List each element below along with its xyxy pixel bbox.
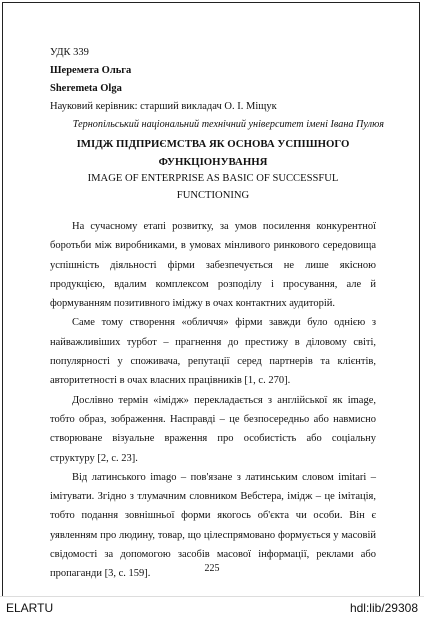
paragraph-2: Саме тому створення «обличчя» фірми завжди було однією з найважливіших турбот – прагнення до престижу в діловому світі, популярності у споживача, репутації серед партнерів та клієнтів, авторитетності в очах власних працівників [1, с. 270]. [50,317,376,387]
article-body [50,217,376,584]
header-block [50,44,376,115]
affiliation: Тернопільський національний технічний університет імені Івана Пулюя [72,119,384,130]
title-ua-line2: ФУНКЦІОНУВАННЯ [158,156,268,168]
author-ua: Шеремета Ольга [50,65,132,76]
footer-repository[interactable]: ELARTU [6,601,54,615]
footer-bar [0,596,424,620]
author-en: Sheremeta Olga [50,83,122,94]
supervisor: Науковий керівник: старший викладач О. І. Міщук [50,101,277,112]
page-number: 225 [204,563,220,574]
paragraph-4: Від латинського imago – пов'язане з латинським словом imitari – імітувати. Згідно з тлумачним словником Вебстера, імідж – це імітація, тобто подання зовнішньої форми якогось об'єкта чи особи. Він є уявленням про людину, товар, що цілеспрямовано формується у масовій свідомості за допомогою засобів масової інформації, реклами або пропаганди [3, с. 159]. [50,471,376,580]
title-ua-line1: ІМІДЖ ПІДПРИЄМСТВА ЯК ОСНОВА УСПІШНОГО [76,138,350,150]
udc-code: УДК 339 [50,47,89,58]
title-en-line2: FUNCTIONING [176,190,250,201]
title-en-line1: IMAGE OF ENTERPRISE AS BASIC OF SUCCESSFUL [87,173,339,184]
footer-handle[interactable]: hdl:lib/29308 [349,601,418,615]
paragraph-3: Дослівно термін «імідж» перекладається з англійської як image, тобто образ, зображення. Насправді – це безпосередньо або навмисно створюване візуальне враження про особистість або соціальну структуру [2, с. 23]. [50,394,376,464]
paragraph-1: На сучасному етапі розвитку, за умов посилення конкурентної боротьби між виробниками, в умовах мінливого ринкового середовища успішність діяльності фірми забезпечується не лише якісною продукцією, вдалим комплексом розподілу і просування, але й формуванням позитивного іміджу в очах контактних аудиторій. [50,221,376,310]
